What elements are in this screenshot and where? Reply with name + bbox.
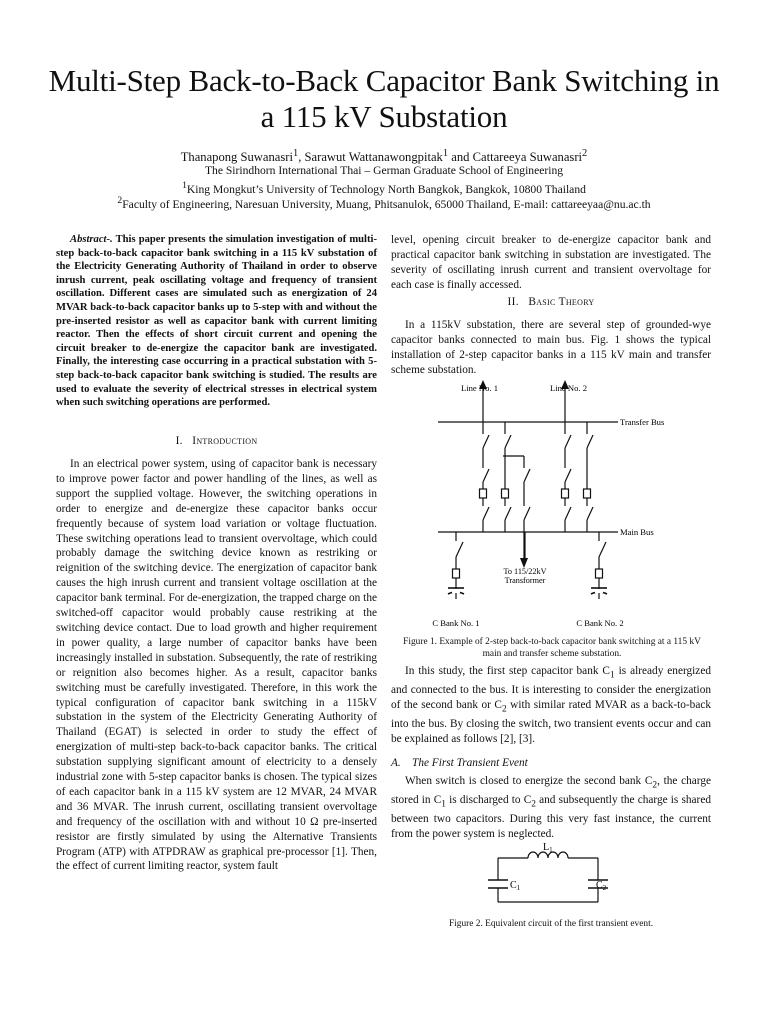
- text-run: When switch is closed to energize the second bank C: [405, 775, 653, 787]
- abstract-text: This paper presents the simulation investigation of multi-step back-to-back capacitor bank switching in a 115 kV substation of the Electricity Generating Authority of Thailand in order to observe inrush current, peak oscillating voltage and frequency of transient oscillation. Different cases are simulated such as energization of 24 MVAR back-to-back capacitor banks up to 5-step with and without the pre-inserted resistor as well as capacitor bank with current limiting reactor. Then the effects of short circuit current and opening the circuit breaker to de-energize the capacitor bank are investigated. Finally, the interesting case occurring in a practical substation with 5-step back-to-back capacitor bank switching is studied. The results are used to evaluate the severity of electrical stresses in electrical system when such switching operations are performed.: [56, 234, 377, 409]
- section-number: II.: [507, 296, 519, 308]
- figure-2-caption: Figure 2. Equivalent circuit of the first transient event.: [448, 919, 654, 929]
- text-run: is already energized and connected to the bus. It is interesting to consider the energization of the second bank or C: [391, 665, 711, 712]
- subsection-title: The First Transient Event: [412, 757, 528, 769]
- section-heading-basic-theory: [391, 296, 711, 308]
- c-bank-2-label: C Bank No. 2: [576, 618, 624, 628]
- affiliation-text: King Mongkut’s University of Technology North Bangkok, Bangkok, 10800 Thailand: [186, 182, 586, 196]
- author-name: Sarawut Wattanawongpitak: [304, 150, 443, 165]
- line-2-label: Line No. 2: [550, 383, 587, 393]
- subscript: 1: [609, 670, 615, 681]
- figure-1-diagram: [408, 376, 708, 631]
- transformer-label-1: To 115/22kV: [503, 567, 547, 576]
- section-title: Introduction: [192, 435, 258, 447]
- introduction-body: [56, 457, 377, 874]
- first-transient-paragraph: [391, 774, 711, 842]
- author-separator: and: [448, 150, 473, 165]
- section-number: I.: [175, 435, 183, 447]
- author-affil-mark: 1: [292, 148, 299, 159]
- subsection-label: A.: [391, 757, 401, 769]
- subscript: 2: [531, 799, 536, 810]
- c-bank-1-label: C Bank No. 1: [432, 618, 480, 628]
- capacitor-c2-label: $C_2$: [596, 880, 607, 892]
- author-name: Cattareeya Suwanasri: [472, 150, 583, 165]
- affil-mark: 1: [182, 180, 187, 191]
- abstract: [56, 233, 377, 410]
- transfer-bus-label: Transfer Bus: [620, 417, 665, 427]
- section-title: Basic Theory: [528, 296, 595, 308]
- study-paragraph: [391, 664, 711, 747]
- paragraph: In an electrical power system, using of capacitor bank is necessary to improve power factor and power handling of the lines, as well as support the supplied voltage. However, the switching operations in order to energize and de-energize these capacitor banks occur frequently because of system load variation or voltage fluctuation. These switching operations lead to transient overvoltage, which could probably damage the switching device known as restriking or reignition of the switching device. The energization of capacitor bank causes the high inrush current and transient voltage oscillation at the capacitor bank terminal. For de-energization, the trapped charge on the switched-off capacitor would probably cause restriking at the switching device contact. Due to load growth and higher requirement in power quality, a large number of capacitor banks have been increasingly installed in substation. Subsequently, the rate of restriking or reignition also becomes higher. As a result, capacitor banks switching must be carefully investigated. Therefore, in this work the typical configuration of capacitor bank switching in a 115kV substation in the system of the Electricity Generating Authority of Thailand (EGAT) is selected in order to study the effect of energization of multi-step back-to-back capacitor banks. The critical substation supplying significant amount of electricity to a densely industrial zone with 5-step capacitor banks is chosen. The typical sizes of each capacitor bank in a 115 kV system are 12 MVAR, 24 MVAR and 36 MVAR. The inrush current, oscillating transient overvoltage and frequency of the oscillation with and without 10 Ω pre-inserted resistor are firstly simulated by using the Alternative Transients Program (ATP) with ATPDRAW as graphical pre-processor [1]. Then, the effect of current limiting reactor, system fault: [56, 458, 377, 873]
- subsection-heading-a: [391, 757, 528, 769]
- text-run: and subsequently the charge is shared between two capacitors. During this very fast instance, the current from the power system is neglected.: [391, 794, 711, 841]
- author-separator: ,: [298, 150, 305, 165]
- transformer-label-2: Transformer: [504, 576, 546, 585]
- subscript: 2: [501, 704, 507, 715]
- author-affil-mark: 1: [442, 148, 449, 159]
- basic-theory-body: [391, 318, 711, 378]
- author-name: Thanapong Suwanasri: [180, 150, 293, 165]
- paper-title: Multi-Step Back-to-Back Capacitor Bank Switching in a 115 kV Substation: [48, 63, 720, 134]
- main-bus-label: Main Bus: [620, 527, 654, 537]
- section-heading-introduction: [56, 435, 377, 447]
- paragraph: In a 115kV substation, there are several step of grounded-wye capacitor banks connected to main bus. Fig. 1 shows the typical installation of 2-step capacitor banks in a 115 kV main and transfer scheme substation.: [391, 319, 711, 376]
- affil-mark: 2: [117, 195, 123, 206]
- affiliation-2: [60, 193, 708, 212]
- right-column-continuation: [391, 233, 711, 293]
- text-run: is discharged to C: [445, 794, 532, 807]
- author-affil-mark: 2: [582, 148, 588, 159]
- figure-1-caption: Figure 1. Example of 2-step back-to-back capacitor bank switching at a 115 kV main and transfer scheme substation.: [403, 637, 701, 659]
- text-run: , the charge stored in C: [391, 775, 711, 807]
- capacitor-plates: [488, 880, 608, 888]
- figure-2-diagram: [480, 838, 630, 910]
- line-1-label: Line No. 1: [461, 383, 498, 393]
- subscript: 1: [441, 799, 446, 810]
- affiliation-text: Faculty of Engineering, Naresuan University, Muang, Phitsanulok, 65000 Thailand, E-mail: cattareeyaa@nu.ac.th: [122, 197, 651, 211]
- abstract-lead: Abstract-.: [70, 234, 113, 245]
- inductor-l1-label: $L_1$: [543, 842, 553, 854]
- capacitor-c1-label: $C_1$: [510, 880, 521, 892]
- paragraph: level, opening circuit breaker to de-energize capacitor bank and practical capacitor bank switching in substation are investigated. The severity of oscillating inrush current and transient overvoltage for each case is finally accessed.: [391, 234, 711, 291]
- subscript: 2: [652, 780, 658, 791]
- text-run: with similar rated MVAR as a back-to-back into the bus. By closing the switch, two transient events occur and can be explained as follows [2], [3].: [391, 699, 711, 746]
- text-run: In this study, the first step capacitor bank C: [405, 665, 610, 677]
- affiliation-0: The Sirindhorn International Thai – German Graduate School of Engineering: [204, 164, 564, 177]
